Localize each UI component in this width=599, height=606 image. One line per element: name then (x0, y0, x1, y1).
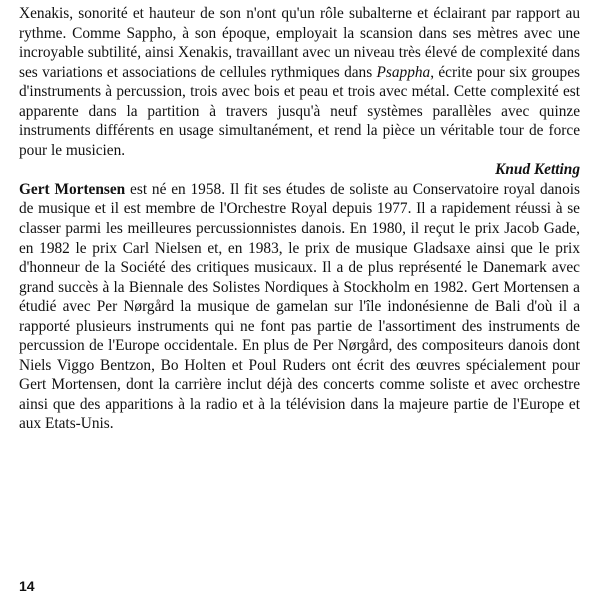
page-body (19, 4, 580, 434)
work-title-psappha: Psappha (376, 63, 431, 81)
page-number: 14 (19, 578, 35, 594)
bio-paragraph (19, 180, 580, 434)
bio-text: est né en 1958. Il fit ses études de soliste au Conservatoire royal danois de musique et il est membre de l'Orchestre Royal depuis 1977. Il a rapidement réussi à se classer parmi les meilleures percussionnistes danois. En 1980, il reçut le prix Jacob Gade, en 1982 le prix Carl Nielsen et, en 1983, le prix de musique Gladsaxe ainsi que le prix d'honneur de la Société des critiques musicaux. Il a de plus représenté le Danemark avec grand succès à la Biennale des Solistes Nordiques à Stockholm en 1982. Gert Mortensen a étudié avec Per Nørgård la musique de gamelan sur l'île indonésienne de Bali d'où il a rapporté plusieurs instruments qui ne font pas partie de l'assortiment des instruments de percussion de l'Europe occidentale. En plus de Per Nørgård, des compositeurs danois dont Niels Viggo Bentzon, Bo Holten et Poul Ruders ont écrit des œuvres spécialement pour Gert Mortensen, dont la carrière inclut déjà des concerts comme soliste et avec orchestre ainsi que des apparitions à la radio et à la télévision dans la majeure partie de l'Europe et aux Etats-Unis. (19, 180, 580, 433)
performer-name: Gert Mortensen (19, 180, 126, 198)
intro-text-part2: , écrite pour six groupes d'instruments à percussion, trois avec bois et peau et trois avec métal. Cette complexité est apparente dans la partition à travers jusqu'à neuf systèmes parallèles avec quinze instruments différents en usage simultanément, et rend la pièce un véritable tour de force pour le musicien. (19, 63, 580, 159)
intro-paragraph (19, 4, 580, 160)
author-signature: Knud Ketting (495, 161, 580, 179)
intro-text-part1: Xenakis, sonorité et hauteur de son n'ont qu'un rôle subalterne et éclairant par rapport au rythme. Comme Sappho, à son époque, employait la scansion dans ses mètres avec une incroyable subtilité, ainsi Xenakis, travaillant avec un niveau très élevé de complexité dans ses variations et associations de cellules rythmiques dans (19, 5, 580, 81)
